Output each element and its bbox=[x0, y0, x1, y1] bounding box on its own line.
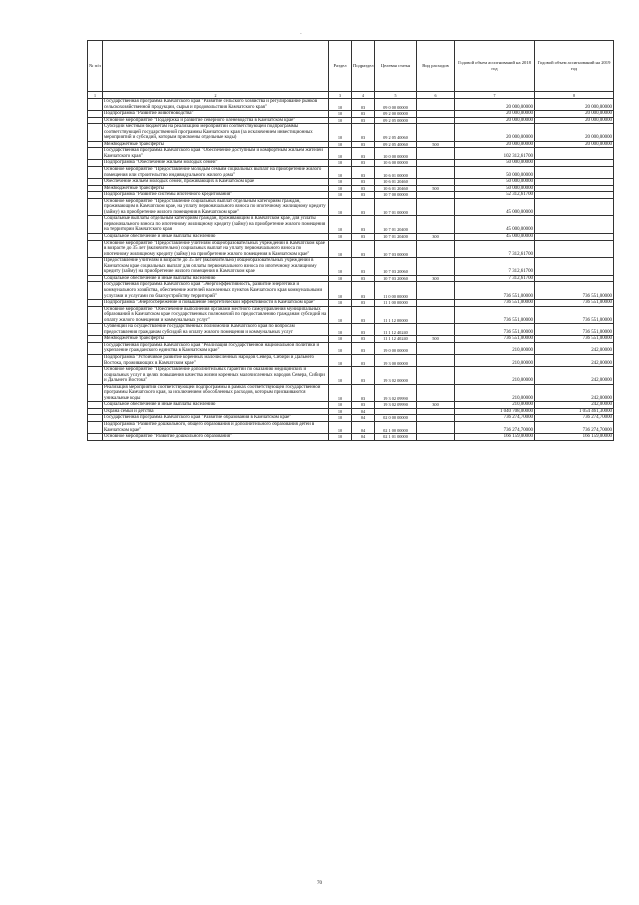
row-razdel-cell: 10 bbox=[329, 415, 352, 422]
row-name-cell: Реализация мероприятий соответствующей подпрограммы в рамках соответствующей государственной программы Камчатского края, за исключением обособленных расходов, которым присваиваются уникальные коды bbox=[103, 384, 329, 402]
row-podrazdel-cell: 03 bbox=[352, 179, 375, 186]
row-number-cell bbox=[88, 198, 103, 216]
row-2018-cell: 736 551,00000 bbox=[455, 282, 535, 300]
row-podrazdel-cell: 04 bbox=[352, 421, 375, 433]
table-row bbox=[88, 306, 614, 324]
row-name-cell: Основное мероприятие "Развитие дошкольного образования" bbox=[103, 434, 329, 441]
row-razdel-cell: 10 bbox=[329, 234, 352, 241]
row-name-cell: Государственная программа Камчатского края "Энергоэффективность, развитие энергетики и коммунального хозяйства, обеспечение жителей населенных пунктов Камчатского края коммунальными услугами и услугами по благоустройству территорий" bbox=[103, 282, 329, 300]
row-2018-cell: 102 312,61700 bbox=[455, 148, 535, 160]
row-number-cell bbox=[88, 167, 103, 179]
row-cs-cell: 09 2 05 40060 bbox=[375, 124, 417, 142]
row-2019-cell: 20 000,00000 bbox=[535, 124, 614, 142]
col-vr-header: Вид расходов bbox=[417, 41, 455, 92]
row-razdel-cell: 10 bbox=[329, 148, 352, 160]
column-number: 5 bbox=[375, 92, 417, 99]
row-number-cell bbox=[88, 306, 103, 324]
row-2018-cell: 45 000,00000 bbox=[455, 198, 535, 216]
row-2018-cell: 736 551,00000 bbox=[455, 324, 535, 336]
row-razdel-cell: 10 bbox=[329, 179, 352, 186]
page-number: 70 bbox=[317, 881, 322, 886]
table-row bbox=[88, 367, 614, 385]
row-podrazdel-cell: 03 bbox=[352, 192, 375, 199]
row-podrazdel-cell: 03 bbox=[352, 402, 375, 409]
column-number: 1 bbox=[88, 92, 103, 99]
row-razdel-cell: 10 bbox=[329, 282, 352, 300]
row-podrazdel-cell: 03 bbox=[352, 384, 375, 402]
row-podrazdel-cell: 03 bbox=[352, 367, 375, 385]
row-name-cell: Социальное обеспечение и иные выплаты населению bbox=[103, 402, 329, 409]
row-2018-cell: 210,00000 bbox=[455, 402, 535, 409]
row-2019-cell: 20 000,00000 bbox=[535, 117, 614, 124]
row-razdel-cell: 10 bbox=[329, 185, 352, 192]
row-razdel-cell: 10 bbox=[329, 258, 352, 276]
col-name-header bbox=[103, 41, 329, 92]
scan-mark: - bbox=[300, 32, 302, 37]
row-vr-cell bbox=[417, 216, 455, 234]
row-name-cell: Субсидии местным бюджетам на реализацию мероприятий соответствующей подпрограммы соответствующей государственной программы Камчатского края (за исключением инвестиционных мероприятий и субсидий, которым присвоены отдельные коды) bbox=[103, 124, 329, 142]
row-2018-cell: 50 000,00000 bbox=[455, 185, 535, 192]
row-number-cell bbox=[88, 384, 103, 402]
row-cs-cell: 10 6 01 20460 bbox=[375, 185, 417, 192]
row-name-cell: Основное мероприятие "Предоставление социальных выплат отдельным категориям граждан, проживающим в Камчатском крае, на уплату первоначального взноса по ипотечному жилищному кредиту (займу) на приобретение жилого помещения в Камчатском крае" bbox=[103, 198, 329, 216]
row-vr-cell bbox=[417, 167, 455, 179]
column-number: 6 bbox=[417, 92, 455, 99]
row-cs-cell: 19 3 00 00000 bbox=[375, 354, 417, 366]
row-2018-cell: 210,00000 bbox=[455, 354, 535, 366]
row-podrazdel-cell: 03 bbox=[352, 117, 375, 124]
row-2018-cell: 736 274,70000 bbox=[455, 415, 535, 422]
row-2018-cell: 20 000,00000 bbox=[455, 124, 535, 142]
row-name-cell: Государственная программа Камчатского края "Развитие сельского хозяйства и регулирование рынков сельскохозяйственной продукции, сырья и продовольствия Камчатского края" bbox=[103, 99, 329, 111]
row-2018-cell: 45 000,00000 bbox=[455, 216, 535, 234]
row-2019-cell bbox=[535, 148, 614, 160]
row-cs-cell: 11 1 12 00000 bbox=[375, 306, 417, 324]
row-number-cell bbox=[88, 324, 103, 336]
row-cs-cell: 10 7 03 00000 bbox=[375, 240, 417, 258]
row-2018-cell: 736 551,00000 bbox=[455, 300, 535, 307]
row-2019-cell: 242,00000 bbox=[535, 354, 614, 366]
row-2019-cell: 736 551,00000 bbox=[535, 324, 614, 336]
row-cs-cell: 10 7 01 20400 bbox=[375, 216, 417, 234]
col-num-header: № п/п bbox=[88, 41, 103, 92]
row-razdel-cell: 10 bbox=[329, 367, 352, 385]
row-name-cell: Основное мероприятие "Предоставление дополнительных гарантий по оказанию медицинских и социальных услуг в целях повышения качества жизни коренных малочисленных народов Севера, Сибири и Дальнего Востока" bbox=[103, 367, 329, 385]
row-name-cell: Социальные выплаты отдельным категориям граждан, проживающим в Камчатском крае, для уплаты первоначального взноса по ипотечному жилищному кредиту (займу) на приобретение жилого помещения на территории Камчатского края bbox=[103, 216, 329, 234]
row-vr-cell bbox=[417, 324, 455, 336]
column-number: 2 bbox=[103, 92, 329, 99]
row-2019-cell bbox=[535, 198, 614, 216]
row-razdel-cell: 10 bbox=[329, 384, 352, 402]
row-razdel-cell: 10 bbox=[329, 434, 352, 441]
table-row bbox=[88, 282, 614, 300]
row-cs-cell: 19 0 00 00000 bbox=[375, 342, 417, 354]
column-number: 3 bbox=[329, 92, 352, 99]
row-cs-cell: 02 1 01 00000 bbox=[375, 434, 417, 441]
row-number-cell bbox=[88, 354, 103, 366]
row-2019-cell: 166 159,00000 bbox=[535, 434, 614, 441]
row-2018-cell: 1 040 708,00000 bbox=[455, 408, 535, 415]
row-vr-cell bbox=[417, 342, 455, 354]
row-number-cell bbox=[88, 148, 103, 160]
row-podrazdel-cell: 03 bbox=[352, 306, 375, 324]
row-name-cell: Межбюджетные трансферты bbox=[103, 336, 329, 343]
row-name-cell: Субвенции на осуществление государственных полномочий Камчатского края по вопросам предоставления гражданам субсидий на оплату жилого помещения и коммунальных услуг bbox=[103, 324, 329, 336]
row-2018-cell: 20 000,00000 bbox=[455, 141, 535, 148]
row-vr-cell: 500 bbox=[417, 141, 455, 148]
row-2019-cell: 736 551,00000 bbox=[535, 300, 614, 307]
row-2019-cell: 242,00000 bbox=[535, 384, 614, 402]
row-2018-cell: 7 312,61700 bbox=[455, 240, 535, 258]
row-razdel-cell: 10 bbox=[329, 160, 352, 167]
row-2019-cell bbox=[535, 216, 614, 234]
row-vr-cell bbox=[417, 124, 455, 142]
row-razdel-cell: 10 bbox=[329, 306, 352, 324]
table-row bbox=[88, 384, 614, 402]
row-name-cell: Подпрограмма "Энергосбережение и повышение энергетической эффективности в Камчатском крае" bbox=[103, 300, 329, 307]
row-podrazdel-cell: 03 bbox=[352, 282, 375, 300]
row-razdel-cell: 10 bbox=[329, 192, 352, 199]
column-number: 8 bbox=[535, 92, 614, 99]
row-number-cell bbox=[88, 367, 103, 385]
row-cs-cell: 10 0 00 00000 bbox=[375, 148, 417, 160]
row-vr-cell bbox=[417, 354, 455, 366]
row-name-cell: Государственная программа Камчатского края "Обеспечение доступным и комфортным жильем жителей Камчатского края" bbox=[103, 148, 329, 160]
row-vr-cell: 300 bbox=[417, 402, 455, 409]
row-2018-cell: 52 312,61700 bbox=[455, 192, 535, 199]
row-podrazdel-cell: 03 bbox=[352, 336, 375, 343]
row-name-cell: Государственная программа Камчатского края "Реализация государственной национальной политики и укрепление гражданского единства в Камчатском крае" bbox=[103, 342, 329, 354]
row-cs-cell: 02 0 00 00000 bbox=[375, 415, 417, 422]
row-name-cell: Основное мероприятие "Предоставление учителям общеобразовательных учреждений в Камчатском крае в возрасте до 35 лет (включительно) социальных выплат на уплату первоначального взноса по ипотечному жилищному кредиту (займу) на приобретение жилого помещения в Камчатском крае" bbox=[103, 240, 329, 258]
row-razdel-cell: 10 bbox=[329, 300, 352, 307]
row-podrazdel-cell: 03 bbox=[352, 198, 375, 216]
row-cs-cell: 09 2 00 00000 bbox=[375, 111, 417, 118]
row-number-cell bbox=[88, 258, 103, 276]
budget-table-container bbox=[87, 40, 613, 441]
row-razdel-cell: 10 bbox=[329, 324, 352, 336]
row-vr-cell bbox=[417, 421, 455, 433]
table-row bbox=[88, 216, 614, 234]
row-cs-cell: 10 7 03 20060 bbox=[375, 275, 417, 282]
row-razdel-cell: 10 bbox=[329, 342, 352, 354]
row-podrazdel-cell: 03 bbox=[352, 167, 375, 179]
row-podrazdel-cell: 03 bbox=[352, 240, 375, 258]
row-2018-cell: 20 000,00000 bbox=[455, 111, 535, 118]
row-vr-cell bbox=[417, 99, 455, 111]
table-row bbox=[88, 198, 614, 216]
row-2018-cell: 50 000,00000 bbox=[455, 160, 535, 167]
column-number: 7 bbox=[455, 92, 535, 99]
row-podrazdel-cell: 03 bbox=[352, 258, 375, 276]
row-cs-cell: 10 7 03 20060 bbox=[375, 258, 417, 276]
row-razdel-cell: 10 bbox=[329, 216, 352, 234]
row-cs-cell: 10 7 00 00000 bbox=[375, 192, 417, 199]
row-cs-cell: 19 3 02 09990 bbox=[375, 384, 417, 402]
row-razdel-cell: 10 bbox=[329, 124, 352, 142]
row-number-cell bbox=[88, 240, 103, 258]
row-cs-cell: 11 0 00 00000 bbox=[375, 282, 417, 300]
row-name-cell: Основное мероприятие "Обеспечение выполнения органами местного самоуправления муниципальных образований в Камчатском крае государственных полномочий по предоставлению гражданам субсидий на оплату жилого помещения и коммунальных услуг" bbox=[103, 306, 329, 324]
row-2018-cell: 7 312,61700 bbox=[455, 275, 535, 282]
row-podrazdel-cell: 03 bbox=[352, 354, 375, 366]
table-row bbox=[88, 342, 614, 354]
col-podrazdel-header: Подраздел bbox=[352, 41, 375, 92]
row-vr-cell bbox=[417, 148, 455, 160]
row-razdel-cell: 10 bbox=[329, 275, 352, 282]
row-2019-cell: 736 274,70000 bbox=[535, 415, 614, 422]
row-2019-cell bbox=[535, 258, 614, 276]
row-2019-cell: 736 551,00000 bbox=[535, 336, 614, 343]
table-row bbox=[88, 148, 614, 160]
row-name-cell: Основное мероприятие "Поддержка и развитие северного оленеводства в Камчатском крае" bbox=[103, 117, 329, 124]
col-2019-header: Годовой объем ассигнований на 2019 год bbox=[535, 41, 614, 92]
row-vr-cell: 500 bbox=[417, 336, 455, 343]
row-razdel-cell: 10 bbox=[329, 117, 352, 124]
row-cs-cell: 10 6 00 00000 bbox=[375, 160, 417, 167]
table-body bbox=[88, 99, 614, 441]
table-row bbox=[88, 324, 614, 336]
row-name-cell: Подпрограмма "Развитие животноводства" bbox=[103, 111, 329, 118]
row-cs-cell: 10 7 01 00000 bbox=[375, 198, 417, 216]
row-2019-cell: 20 000,00000 bbox=[535, 141, 614, 148]
row-name-cell: Основное мероприятие "Предоставление молодым семьям социальных выплат на приобретение жилого помещения или строительство индивидуального жилого дома" bbox=[103, 167, 329, 179]
row-name-cell: Обеспечение жильем молодых семей, проживающих в Камчатском крае bbox=[103, 179, 329, 186]
col-razdel-header: Раздел bbox=[329, 41, 352, 92]
column-numbers-row bbox=[88, 92, 614, 99]
col-2018-header: Годовой объем ассигнований на 2018 год bbox=[455, 41, 535, 92]
row-number-cell bbox=[88, 421, 103, 433]
table-row bbox=[88, 167, 614, 179]
row-cs-cell: 10 6 01 20460 bbox=[375, 179, 417, 186]
row-cs-cell: 09 2 05 40060 bbox=[375, 141, 417, 148]
row-cs-cell: 10 7 01 20400 bbox=[375, 234, 417, 241]
table-header bbox=[88, 41, 614, 92]
row-podrazdel-cell: 03 bbox=[352, 324, 375, 336]
row-2019-cell: 1 054 461,30000 bbox=[535, 408, 614, 415]
row-vr-cell bbox=[417, 240, 455, 258]
table-row bbox=[88, 124, 614, 142]
row-2018-cell: 45 000,00000 bbox=[455, 234, 535, 241]
row-vr-cell bbox=[417, 282, 455, 300]
row-2018-cell: 20 000,00000 bbox=[455, 99, 535, 111]
row-podrazdel-cell: 03 bbox=[352, 111, 375, 118]
row-name-cell: Подпрограмма "Развитие дошкольного, общего образования и дополнительного образования детей в Камчатском крае" bbox=[103, 421, 329, 433]
row-name-cell: Государственная программа Камчатского края "Развитие образования в Камчатском крае" bbox=[103, 415, 329, 422]
row-vr-cell: 300 bbox=[417, 234, 455, 241]
row-name-cell: Межбюджетные трансферты bbox=[103, 185, 329, 192]
row-podrazdel-cell: 03 bbox=[352, 275, 375, 282]
row-number-cell bbox=[88, 434, 103, 441]
row-vr-cell bbox=[417, 434, 455, 441]
row-2018-cell: 20 000,00000 bbox=[455, 117, 535, 124]
row-2019-cell: 736 551,00000 bbox=[535, 306, 614, 324]
row-2019-cell: 20 000,00000 bbox=[535, 111, 614, 118]
row-vr-cell: 300 bbox=[417, 275, 455, 282]
row-cs-cell: 09 2 05 00000 bbox=[375, 117, 417, 124]
row-cs-cell: 11 1 12 40240 bbox=[375, 336, 417, 343]
row-2019-cell: 736 274,70000 bbox=[535, 421, 614, 433]
row-podrazdel-cell: 03 bbox=[352, 141, 375, 148]
row-number-cell bbox=[88, 124, 103, 142]
row-razdel-cell: 10 bbox=[329, 402, 352, 409]
row-cs-cell: 09 0 00 00000 bbox=[375, 99, 417, 111]
row-podrazdel-cell: 04 bbox=[352, 434, 375, 441]
row-2018-cell: 210,00000 bbox=[455, 367, 535, 385]
row-name-cell: Подпрограмма "Обеспечение жильем молодых семей" bbox=[103, 160, 329, 167]
row-razdel-cell: 10 bbox=[329, 354, 352, 366]
row-cs-cell: 19 3 02 09990 bbox=[375, 402, 417, 409]
row-razdel-cell: 10 bbox=[329, 198, 352, 216]
row-name-cell: Охрана семьи и детства bbox=[103, 408, 329, 415]
table-row bbox=[88, 354, 614, 366]
row-cs-cell: 02 1 00 00000 bbox=[375, 421, 417, 433]
row-2019-cell: 242,00000 bbox=[535, 342, 614, 354]
row-cs-cell: 11 1 12 40240 bbox=[375, 324, 417, 336]
row-number-cell bbox=[88, 342, 103, 354]
row-name-cell: Подпрограмма "Развитие системы ипотечного кредитования" bbox=[103, 192, 329, 199]
row-vr-cell bbox=[417, 367, 455, 385]
row-razdel-cell: 10 bbox=[329, 99, 352, 111]
row-cs-cell: 11 1 00 00000 bbox=[375, 300, 417, 307]
row-name-cell: Социальное обеспечение и иные выплаты населению bbox=[103, 234, 329, 241]
row-vr-cell bbox=[417, 306, 455, 324]
row-number-cell bbox=[88, 282, 103, 300]
table-row bbox=[88, 99, 614, 111]
row-vr-cell: 500 bbox=[417, 185, 455, 192]
row-vr-cell bbox=[417, 198, 455, 216]
row-number-cell bbox=[88, 216, 103, 234]
row-2019-cell bbox=[535, 240, 614, 258]
row-razdel-cell: 10 bbox=[329, 141, 352, 148]
column-number: 4 bbox=[352, 92, 375, 99]
row-name-cell: Межбюджетные трансферты bbox=[103, 141, 329, 148]
row-2019-cell: 242,00000 bbox=[535, 402, 614, 409]
row-2019-cell: 242,00000 bbox=[535, 367, 614, 385]
row-razdel-cell: 10 bbox=[329, 240, 352, 258]
table-row bbox=[88, 240, 614, 258]
row-2018-cell: 736 274,70000 bbox=[455, 421, 535, 433]
row-2019-cell bbox=[535, 167, 614, 179]
row-razdel-cell: 10 bbox=[329, 111, 352, 118]
row-2018-cell: 210,00000 bbox=[455, 342, 535, 354]
row-razdel-cell: 10 bbox=[329, 167, 352, 179]
table-row bbox=[88, 421, 614, 433]
row-name-cell: Подпрограмма "Устойчивое развитие коренных малочисленных народов Севера, Сибири и Дальнего Востока, проживающих в Камчатском крае" bbox=[103, 354, 329, 366]
row-razdel-cell: 10 bbox=[329, 336, 352, 343]
row-razdel-cell: 10 bbox=[329, 408, 352, 415]
row-podrazdel-cell: 03 bbox=[352, 160, 375, 167]
row-razdel-cell: 10 bbox=[329, 421, 352, 433]
row-vr-cell bbox=[417, 258, 455, 276]
row-cs-cell: 19 3 02 00000 bbox=[375, 367, 417, 385]
row-podrazdel-cell: 04 bbox=[352, 415, 375, 422]
row-podrazdel-cell: 03 bbox=[352, 342, 375, 354]
budget-table bbox=[87, 40, 614, 441]
row-2018-cell: 166 159,00000 bbox=[455, 434, 535, 441]
row-name-cell: Предоставление учителям в возрасте до 35 лет (включительно) общеобразовательных учреждений в Камчатском крае социальных выплат для оплаты первоначального взноса по ипотечному жилищному кредиту (займу) на приобретение жилого помещения в Камчатском крае bbox=[103, 258, 329, 276]
row-vr-cell bbox=[417, 384, 455, 402]
row-2019-cell: 20 000,00000 bbox=[535, 99, 614, 111]
row-podrazdel-cell: 03 bbox=[352, 99, 375, 111]
row-podrazdel-cell: 03 bbox=[352, 234, 375, 241]
row-2018-cell: 736 551,00000 bbox=[455, 336, 535, 343]
row-2018-cell: 210,00000 bbox=[455, 384, 535, 402]
col-cs-header: Целевая статья bbox=[375, 41, 417, 92]
row-podrazdel-cell: 03 bbox=[352, 300, 375, 307]
row-podrazdel-cell: 03 bbox=[352, 124, 375, 142]
row-number-cell bbox=[88, 99, 103, 111]
row-2018-cell: 736 551,00000 bbox=[455, 306, 535, 324]
table-row bbox=[88, 258, 614, 276]
row-cs-cell: 10 6 01 00000 bbox=[375, 167, 417, 179]
row-podrazdel-cell: 04 bbox=[352, 408, 375, 415]
table-row bbox=[88, 434, 614, 441]
row-podrazdel-cell: 03 bbox=[352, 148, 375, 160]
row-2018-cell: 7 312,61700 bbox=[455, 258, 535, 276]
row-podrazdel-cell: 03 bbox=[352, 216, 375, 234]
row-2018-cell: 50 000,00000 bbox=[455, 179, 535, 186]
row-name-cell: Социальное обеспечение и иные выплаты населению bbox=[103, 275, 329, 282]
row-2019-cell: 736 551,00000 bbox=[535, 282, 614, 300]
row-podrazdel-cell: 03 bbox=[352, 185, 375, 192]
row-2018-cell: 50 000,00000 bbox=[455, 167, 535, 179]
